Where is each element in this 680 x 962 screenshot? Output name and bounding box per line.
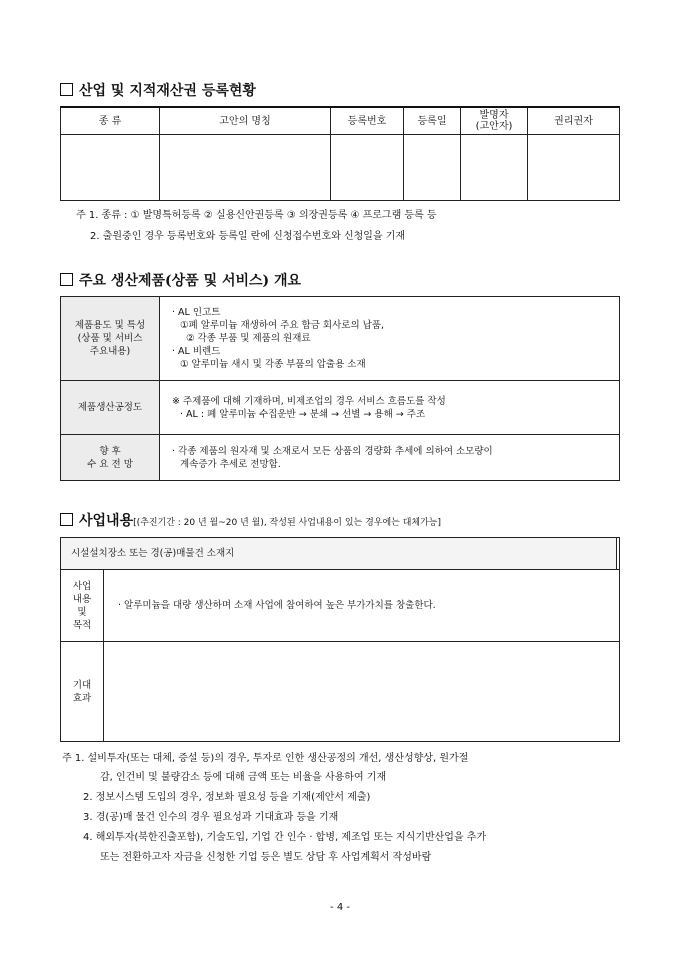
content-line: ①폐 알루미늄 재생하여 주요 합금 회사로의 납품,	[180, 320, 385, 331]
table-row	[61, 297, 620, 381]
checkbox-square-icon	[60, 83, 73, 96]
section2-title: 주요 생산제품(상품 및 서비스) 개요	[60, 270, 301, 290]
section3-note-1: 주 1. 설비투자(또는 대체, 증설 등)의 경우, 투자로 인한 생산공정의 개선, 생산성향상, 원가절	[62, 753, 469, 764]
section3-note-2: 2. 정보시스템 도입의 경우, 정보화 필요성 등을 기재(제안서 제출)	[83, 792, 371, 803]
content-line: · AL 비렌드	[172, 346, 221, 357]
row-content-process-chart	[160, 381, 620, 435]
cell-empty	[528, 135, 620, 201]
product-overview-table	[60, 296, 620, 481]
content-line: 계속증가 추세로 전망함.	[180, 458, 281, 470]
ip-registration-table	[60, 106, 620, 201]
cell-empty	[331, 135, 404, 201]
section3-note-4: 4. 해외투자(북한진출포함), 기술도입, 기업 간 인수 · 합병, 제조업 또는 지식기반산업을 추가	[83, 832, 487, 843]
cell-empty	[160, 135, 331, 201]
table-row	[61, 642, 620, 742]
purpose-label: 사업 내용 및 목적	[61, 570, 104, 642]
section3-subtitle: [(추진기간 : 20 년 월~20 년 월), 작성된 사업내용이 있는 경우에는 대체가능]	[133, 518, 442, 528]
purpose-text: · 알루미늄을 대량 생산하며 소재 사업에 참여하여 높은 부가가치를 창출한다.	[104, 570, 620, 642]
row-content-product-usage	[160, 297, 620, 381]
location-value	[617, 538, 620, 570]
effect-label: 기대 효과	[61, 642, 104, 742]
row-content-demand-outlook	[160, 435, 620, 481]
col-header-reg-number: 등록번호	[331, 107, 404, 135]
col-header-reg-date: 등록일	[404, 107, 461, 135]
business-content-table	[60, 537, 620, 742]
content-line: ① 알루미늄 새시 및 각종 부품의 압출용 소재	[180, 359, 366, 370]
table-row	[61, 538, 620, 570]
table-row	[61, 435, 620, 481]
content-line: · AL : 폐 알루미늄 수집운반 → 분쇄 → 선별 → 용해 → 주조	[180, 408, 426, 420]
table-row	[61, 381, 620, 435]
row-label-demand-outlook: 향 후 수 요 전 망	[61, 435, 160, 481]
effect-text	[104, 642, 620, 742]
cell-empty	[404, 135, 461, 201]
section3-note-3: 3. 경(공)매 물건 인수의 경우 필요성과 기대효과 등을 기재	[83, 812, 339, 823]
section3-title: 사업내용[(추진기간 : 20 년 월~20 년 월), 작성된 사업내용이 있는 경우에는 대체가능]	[60, 510, 441, 530]
content-line: · 각종 제품의 원자재 및 소재로서 모든 상품의 경량화 추세에 의하여 소모량이	[172, 445, 493, 457]
content-line: · AL 인고트	[172, 307, 221, 318]
row-label-product-usage: 제품용도 및 특성 (상품 및 서비스 주요내용)	[61, 297, 160, 381]
section3-note-1-cont: 감, 인건비 및 불량감소 등에 대해 금액 또는 비율을 사용하여 기재	[100, 772, 387, 783]
section1-note-2: 2. 출원중인 경우 등록번호와 등록일 란에 신청접수번호와 신청일을 기재	[90, 231, 406, 242]
section3-note-4-cont: 또는 전환하고자 자금을 신청한 기업 등은 별도 상담 후 사업계획서 작성바람	[100, 852, 432, 863]
table-row	[61, 135, 620, 201]
col-header-rights-holder: 권리권자	[528, 107, 620, 135]
page-number: - 4 -	[330, 902, 350, 913]
location-label: 시설설치장소 또는 경(공)매물건 소재지	[61, 538, 617, 570]
cell-empty	[61, 135, 160, 201]
cell-empty	[461, 135, 528, 201]
table-row	[61, 570, 620, 642]
col-header-name: 고안의 명칭	[160, 107, 331, 135]
section1-title: 산업 및 지적재산권 등록현황	[60, 80, 256, 100]
content-line: ② 각종 부품 및 제품의 원재료	[186, 333, 311, 344]
row-label-process-chart: 제품생산공정도	[61, 381, 160, 435]
checkbox-square-icon	[60, 273, 73, 286]
col-header-inventor: 발명자 (고안자)	[461, 107, 528, 135]
col-header-type: 종 류	[61, 107, 160, 135]
content-line: ※ 주제품에 대해 기재하며, 비제조업의 경우 서비스 흐름도를 작성	[172, 395, 446, 407]
section1-note-1: 주 1. 종류 : ① 발명특허등록 ② 실용신안권등록 ③ 의장권등록 ④ 프로그램 등록 등	[76, 210, 437, 221]
checkbox-square-icon	[60, 513, 73, 526]
